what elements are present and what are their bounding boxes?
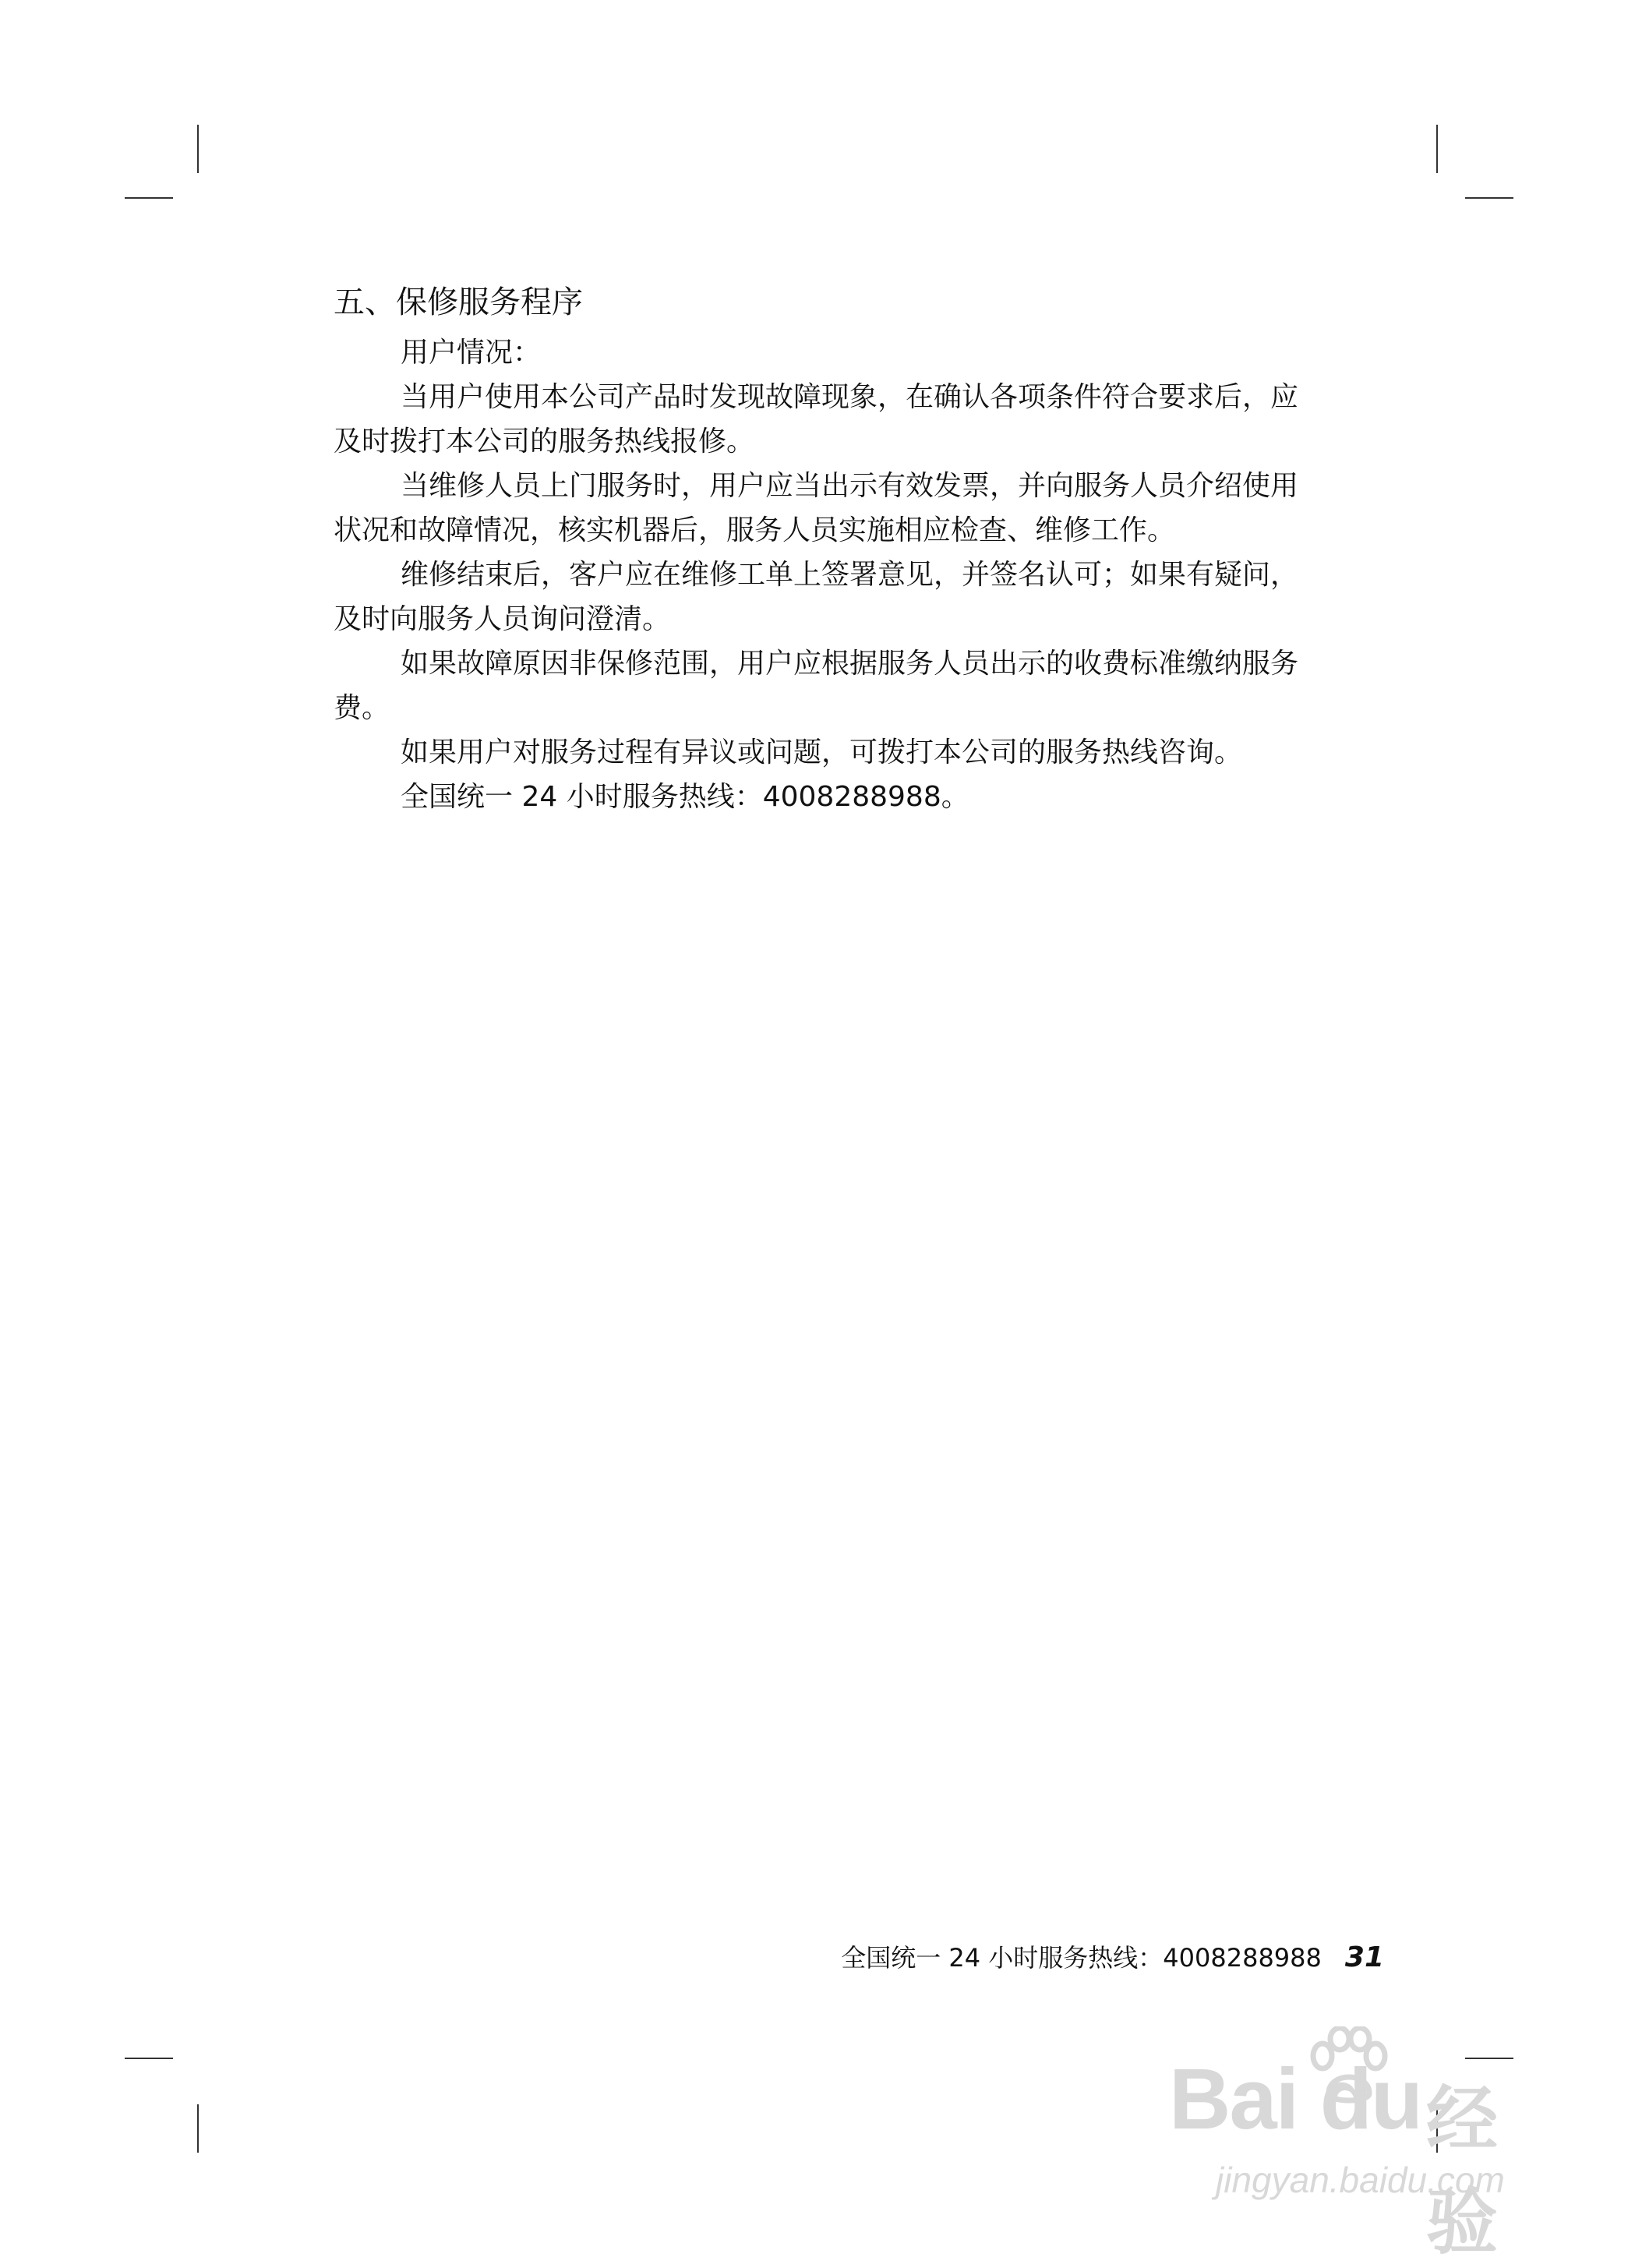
crop-mark [197,125,199,173]
paragraph-objection: 如果用户对服务过程有异议或问题，可拨打本公司的服务热线咨询。 [401,737,1243,768]
paragraph-hotline: 全国统一 24 小时服务热线：4008288988。 [401,781,969,813]
crop-mark [1465,197,1513,199]
paragraph-report-fault: 当用户使用本公司产品时发现故障现象，在确认各项条件符合要求后，应及时拨打本公司的服务热线报修。 [334,381,1299,457]
section-heading: 五、保修服务程序 [334,284,583,320]
baidu-watermark [1169,2026,1543,2263]
page-number: 31 [1344,1941,1384,1973]
page-footer [841,1941,1384,1975]
document-body [334,274,1315,819]
crop-mark [125,2058,173,2059]
crop-mark [197,2104,199,2153]
paragraph-user-situation: 用户情况： [401,337,542,369]
paragraph-out-of-warranty: 如果故障原因非保修范围，用户应根据服务人员出示的收费标准缴纳服务费。 [334,648,1299,724]
paragraph-onsite-service: 当维修人员上门服务时，用户应当出示有效发票，并向服务人员介绍使用状况和故障情况，核实机器后，服务人员实施相应检查、维修工作。 [334,470,1299,546]
watermark-brand-cn: 经验 [1426,2080,1499,2263]
crop-mark [1436,125,1438,173]
paragraph-after-repair: 维修结束后，客户应在维修工单上签署意见，并签名认可；如果有疑问，及时向服务人员询问澄清。 [334,559,1299,635]
watermark-url: jingyan.baidu.com [1216,2160,1505,2200]
crop-mark [125,197,173,199]
footer-hotline: 全国统一 24 小时服务热线：4008288988 [841,1943,1322,1973]
paragraph-list [334,330,1315,819]
watermark-brand: Bai du [1169,2051,1422,2147]
